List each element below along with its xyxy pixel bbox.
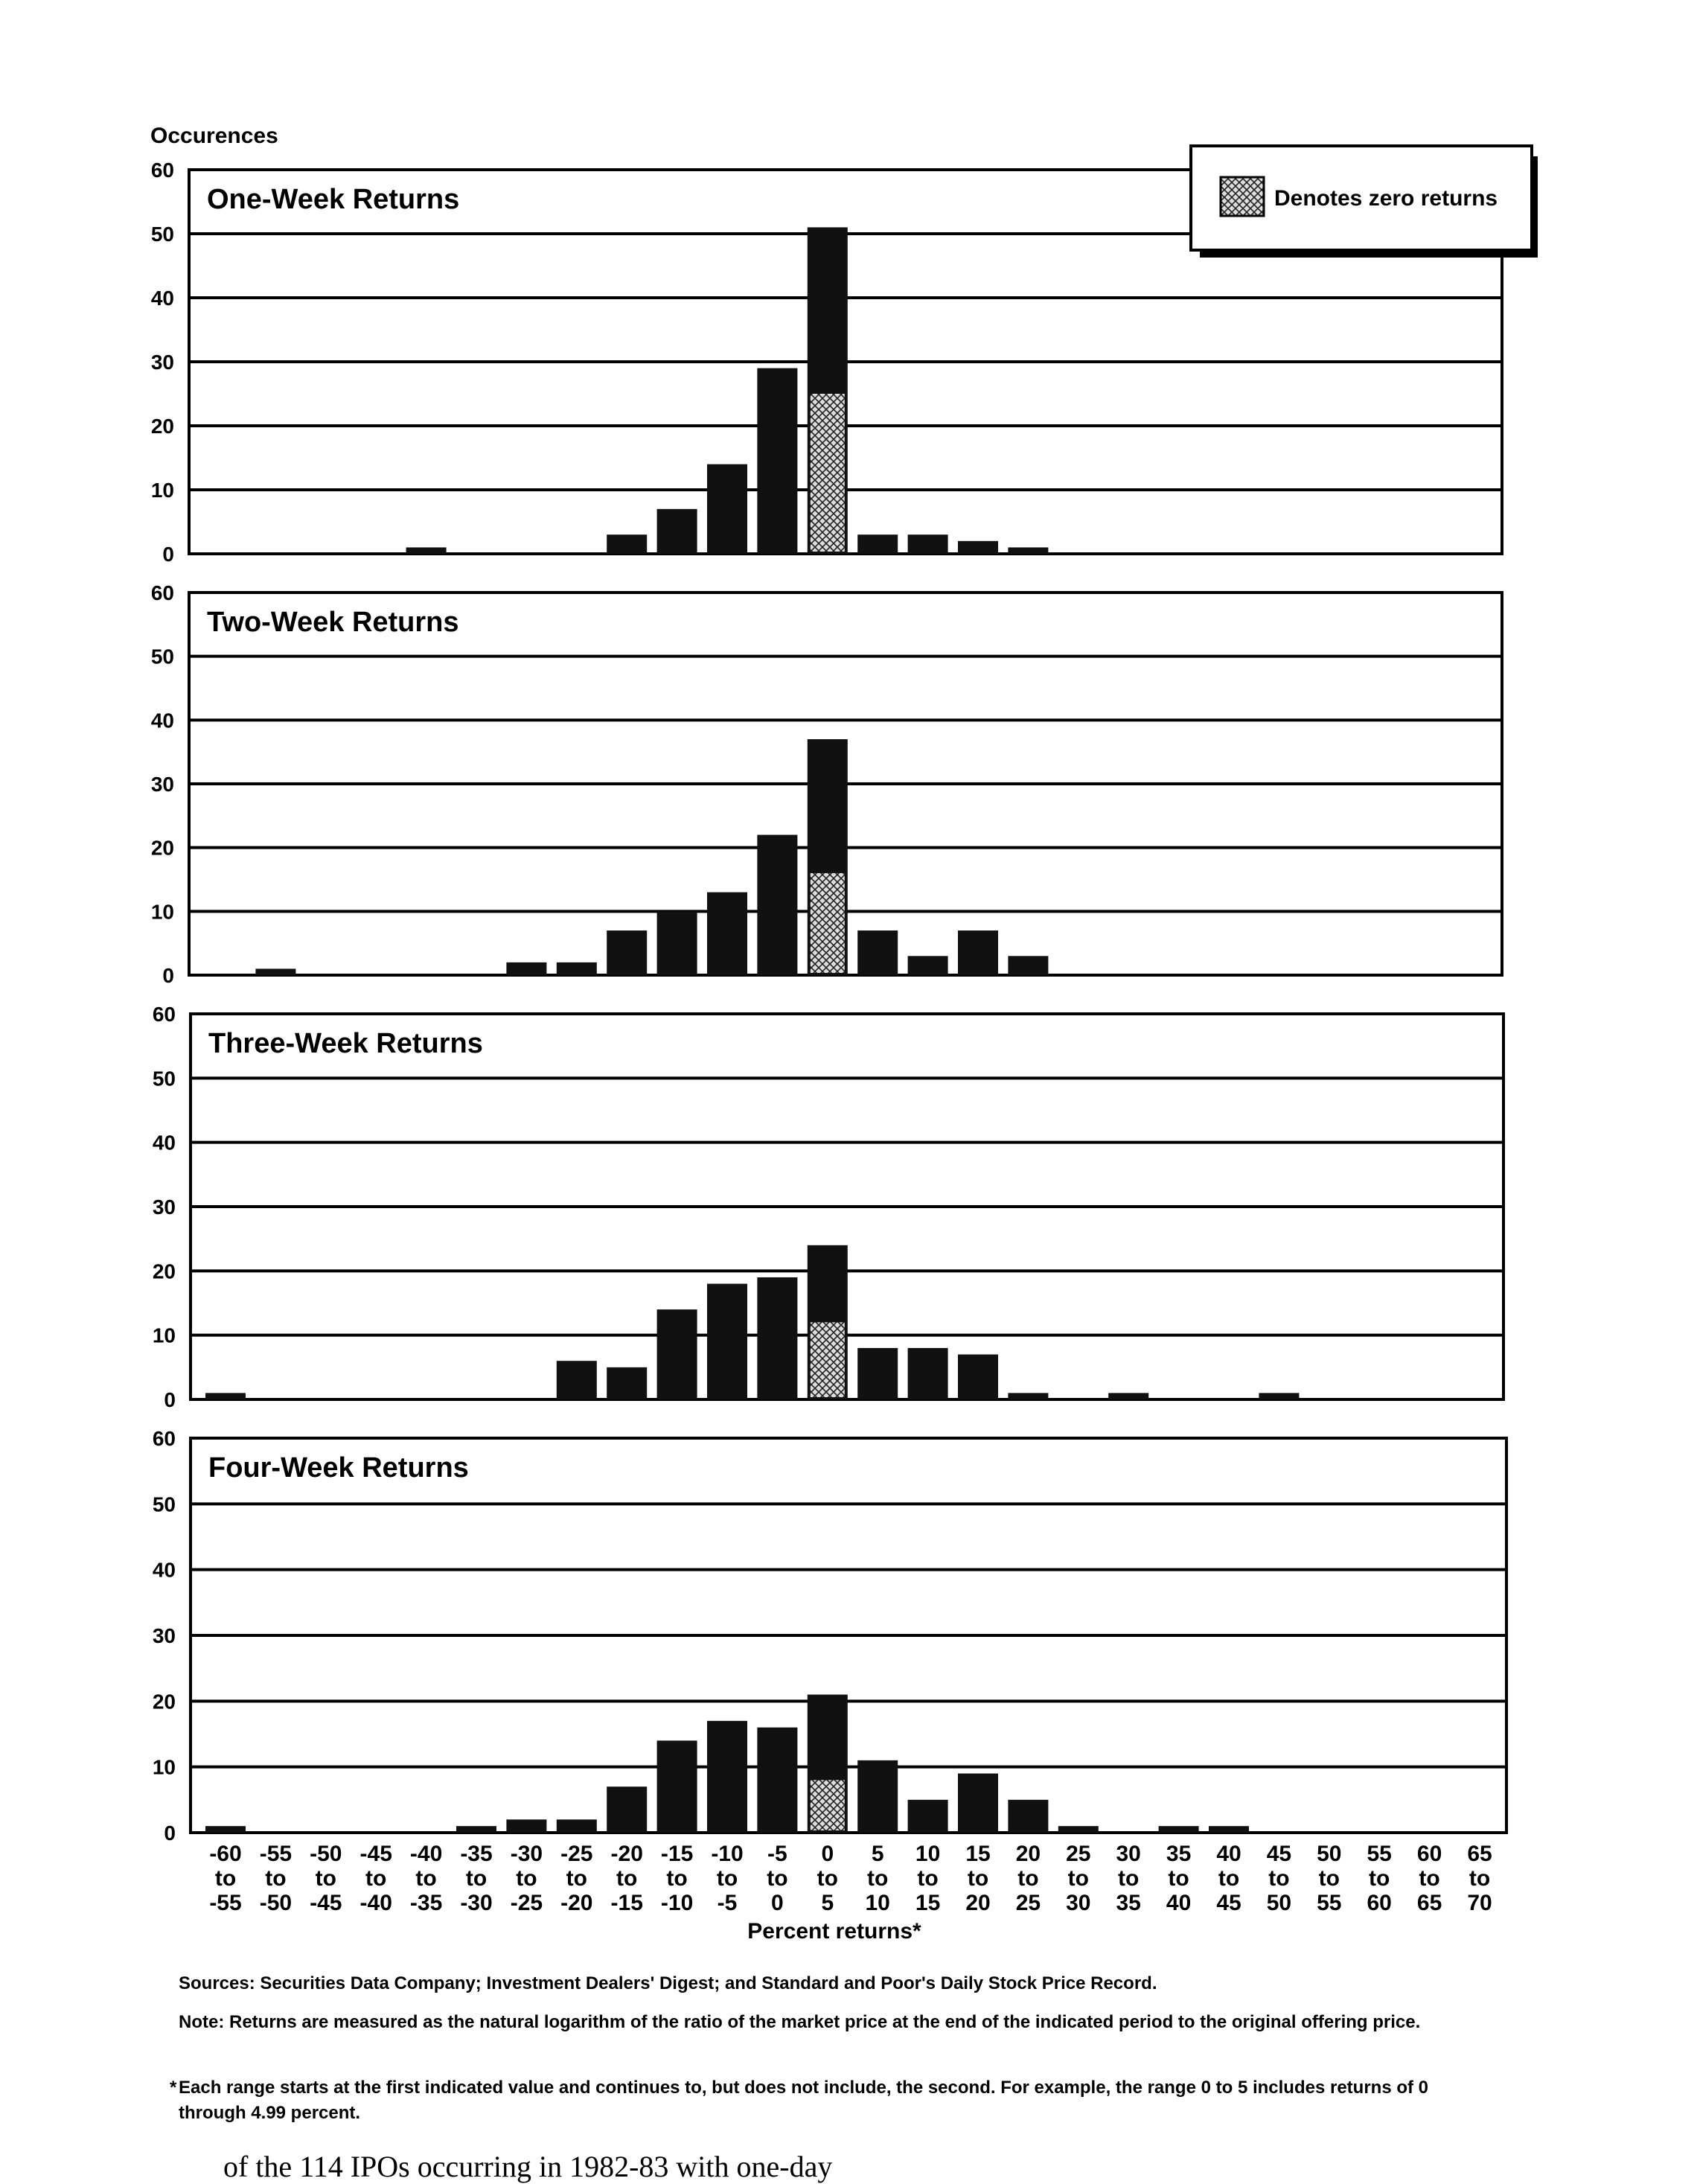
bar — [255, 968, 295, 975]
panel — [153, 1427, 1506, 1845]
footnote-marker: * — [170, 2078, 177, 2098]
bar — [205, 1393, 246, 1399]
bar — [607, 1367, 647, 1399]
zero-returns-segment — [811, 873, 845, 973]
x-tick-label: -55 — [259, 1842, 293, 1866]
x-tick-label: -40 — [409, 1842, 443, 1866]
bar — [857, 1348, 898, 1399]
bar — [908, 956, 948, 975]
x-axis-category-labels — [209, 1842, 1492, 1915]
y-tick-label: 40 — [150, 709, 174, 732]
x-tick-label: 50 — [1317, 1842, 1342, 1866]
y-tick-label: 20 — [150, 836, 174, 860]
x-tick-label: 10 — [915, 1842, 941, 1866]
zero-returns-segment — [811, 1780, 845, 1830]
bar — [1058, 1826, 1099, 1833]
x-tick-label: -40 — [359, 1891, 392, 1915]
x-tick-label: -20 — [610, 1842, 643, 1866]
x-axis-title: Percent returns* — [747, 1919, 921, 1944]
x-tick-label: 5 — [871, 1842, 884, 1866]
x-tick-label: to — [1168, 1866, 1189, 1891]
x-tick-label: 10 — [865, 1891, 890, 1915]
footnote-text: Each range starts at the first indicated value and continues to, but does not include, the second. For example, the range 0 to 5 includes returns of 0 through 4.99 percent. — [179, 2078, 1429, 2123]
bar — [908, 534, 948, 554]
bar — [707, 1284, 747, 1399]
x-tick-label: -25 — [560, 1842, 593, 1866]
sources-text: Sources: Securities Data Company; Investment Dealers' Digest; and Standard and Poor's Daily Stock Price Record. — [179, 1973, 1157, 1993]
x-tick-label: 45 — [1216, 1891, 1241, 1915]
x-tick-label: to — [1369, 1866, 1390, 1891]
x-tick-label: to — [1419, 1866, 1440, 1891]
x-tick-label: -15 — [610, 1891, 643, 1915]
bar — [1008, 956, 1048, 975]
x-tick-label: to — [666, 1866, 688, 1891]
x-tick-label: -10 — [660, 1891, 694, 1915]
bar — [707, 1721, 747, 1833]
bar — [707, 464, 747, 554]
bar — [857, 534, 898, 554]
x-tick-label: to — [415, 1866, 437, 1891]
x-tick-label: -20 — [560, 1891, 593, 1915]
x-tick-label: to — [616, 1866, 638, 1891]
bar — [657, 509, 697, 554]
y-tick-label: 30 — [152, 1195, 176, 1219]
x-tick-label: 60 — [1416, 1842, 1442, 1866]
x-tick-label: to — [214, 1866, 237, 1891]
x-tick-label: to — [566, 1866, 587, 1891]
bar — [908, 1348, 948, 1399]
bar — [1209, 1826, 1249, 1833]
bar — [506, 1819, 546, 1833]
x-tick-label: to — [1469, 1866, 1491, 1891]
x-tick-label: 25 — [1066, 1842, 1091, 1866]
x-tick-label: to — [516, 1866, 537, 1891]
x-tick-label: 55 — [1367, 1842, 1392, 1866]
bar — [607, 534, 647, 554]
bar — [456, 1826, 496, 1833]
bar — [1008, 547, 1048, 554]
x-tick-label: 60 — [1367, 1891, 1392, 1915]
x-tick-label: to — [1067, 1866, 1089, 1891]
x-tick-label: 5 — [821, 1891, 834, 1915]
x-tick-label: -5 — [767, 1842, 787, 1866]
bar — [557, 1361, 597, 1399]
y-tick-label: 50 — [150, 645, 174, 668]
x-tick-label: to — [716, 1866, 738, 1891]
bar — [1108, 1393, 1148, 1399]
panel-title: Four-Week Returns — [208, 1452, 469, 1484]
y-tick-label: 0 — [162, 964, 174, 987]
y-tick-label: 30 — [152, 1624, 176, 1647]
x-tick-label: 20 — [1015, 1842, 1041, 1866]
chart-panels — [151, 159, 1506, 1845]
y-tick-label: 10 — [150, 479, 174, 502]
x-tick-label: to — [767, 1866, 788, 1891]
bar — [1159, 1826, 1199, 1833]
x-tick-label: 55 — [1317, 1891, 1342, 1915]
panel — [151, 581, 1502, 987]
bar — [958, 930, 998, 975]
x-tick-label: 65 — [1416, 1891, 1442, 1915]
x-tick-label: 0 — [821, 1842, 834, 1866]
y-tick-label: 0 — [162, 543, 174, 566]
zero-returns-segment — [811, 1322, 845, 1397]
sources-note — [179, 1971, 1489, 1996]
x-tick-label: 40 — [1166, 1891, 1192, 1915]
y-tick-label: 10 — [152, 1755, 176, 1779]
x-tick-label: 20 — [965, 1891, 991, 1915]
x-tick-label: to — [967, 1866, 989, 1891]
x-tick-label: to — [1218, 1866, 1240, 1891]
y-tick-label: 50 — [150, 223, 174, 246]
x-tick-label: to — [1318, 1866, 1340, 1891]
method-note — [179, 2010, 1489, 2035]
x-tick-label: 45 — [1266, 1842, 1292, 1866]
y-tick-label: 20 — [150, 415, 174, 438]
bar — [406, 547, 447, 554]
y-tick-label: 60 — [152, 1003, 176, 1026]
y-tick-label: 60 — [150, 159, 174, 182]
x-tick-label: 40 — [1216, 1842, 1241, 1866]
bar — [657, 911, 697, 975]
x-tick-label: -30 — [510, 1842, 543, 1866]
bar — [757, 835, 797, 975]
y-tick-label: 40 — [152, 1558, 176, 1582]
bar — [1259, 1393, 1299, 1399]
x-tick-label: -15 — [660, 1842, 694, 1866]
bar — [607, 1787, 647, 1833]
running-body-text: of the 114 IPOs occurring in 1982-83 with one-day — [223, 2150, 833, 2183]
bar — [958, 541, 998, 554]
x-tick-label: 35 — [1116, 1891, 1141, 1915]
y-tick-label: 50 — [152, 1492, 176, 1516]
y-tick-label: 0 — [164, 1821, 176, 1845]
x-tick-label: to — [265, 1866, 287, 1891]
x-tick-label: -35 — [409, 1891, 443, 1915]
bar — [857, 930, 898, 975]
y-axis-title: Occurences — [150, 124, 278, 148]
bar — [958, 1774, 998, 1833]
x-tick-label: to — [1017, 1866, 1039, 1891]
x-tick-label: to — [867, 1866, 889, 1891]
x-tick-label: -55 — [209, 1891, 242, 1915]
x-tick-label: 35 — [1166, 1842, 1192, 1866]
y-tick-label: 0 — [164, 1388, 176, 1411]
x-tick-label: to — [365, 1866, 387, 1891]
x-tick-label: -25 — [510, 1891, 543, 1915]
y-tick-label: 60 — [152, 1427, 176, 1450]
x-tick-label: 30 — [1116, 1842, 1141, 1866]
bar — [657, 1309, 697, 1399]
x-tick-label: to — [465, 1866, 488, 1891]
x-tick-label: -45 — [359, 1842, 392, 1866]
bar — [607, 930, 647, 975]
bar — [757, 1728, 797, 1833]
legend — [1191, 146, 1538, 258]
x-tick-label: -60 — [209, 1842, 242, 1866]
x-tick-label: 15 — [965, 1842, 991, 1866]
x-tick-label: to — [816, 1866, 838, 1891]
bar — [1008, 1800, 1048, 1833]
y-tick-label: 30 — [150, 351, 174, 374]
x-tick-label: 65 — [1467, 1842, 1492, 1866]
range-footnote — [170, 2075, 1489, 2126]
x-tick-label: 15 — [915, 1891, 941, 1915]
bar — [707, 893, 747, 975]
x-tick-label: 25 — [1015, 1891, 1041, 1915]
panel-title: One-Week Returns — [207, 184, 460, 215]
y-tick-label: 60 — [150, 581, 174, 604]
x-tick-label: to — [1118, 1866, 1140, 1891]
x-tick-label: -10 — [711, 1842, 744, 1866]
bar — [657, 1740, 697, 1833]
bar — [557, 1819, 597, 1833]
x-tick-label: -35 — [460, 1842, 493, 1866]
legend-label: Denotes zero returns — [1274, 186, 1498, 211]
x-tick-label: 70 — [1467, 1891, 1492, 1915]
y-tick-label: 30 — [150, 773, 174, 796]
note-text: Note: Returns are measured as the natural logarithm of the ratio of the market price at the end of the indicated period to the original offering price. — [179, 2012, 1421, 2032]
bar — [205, 1826, 246, 1833]
bar — [1008, 1393, 1048, 1399]
panel-title: Two-Week Returns — [207, 607, 459, 638]
x-tick-label: -50 — [259, 1891, 293, 1915]
x-tick-label: 30 — [1066, 1891, 1091, 1915]
y-tick-label: 10 — [150, 900, 174, 924]
zero-returns-segment — [811, 394, 845, 552]
x-tick-label: 0 — [771, 1891, 784, 1915]
x-tick-label: to — [315, 1866, 336, 1891]
x-tick-label: -30 — [460, 1891, 493, 1915]
legend-swatch — [1221, 177, 1264, 216]
x-tick-label: -50 — [310, 1842, 342, 1866]
bar — [506, 962, 546, 975]
y-tick-label: 20 — [152, 1259, 176, 1283]
bar — [958, 1355, 998, 1399]
y-tick-label: 50 — [152, 1067, 176, 1091]
y-tick-label: 10 — [152, 1324, 176, 1347]
bar — [557, 962, 597, 975]
x-tick-label: to — [1268, 1866, 1290, 1891]
bar — [757, 1277, 797, 1399]
x-tick-label: -45 — [310, 1891, 342, 1915]
x-tick-label: 50 — [1266, 1891, 1292, 1915]
x-tick-label: -5 — [717, 1891, 738, 1915]
y-tick-label: 40 — [150, 287, 174, 310]
bar — [857, 1760, 898, 1833]
bar — [908, 1800, 948, 1833]
y-tick-label: 20 — [152, 1690, 176, 1714]
panel-title: Three-Week Returns — [208, 1028, 483, 1059]
x-tick-label: to — [917, 1866, 939, 1891]
y-tick-label: 40 — [152, 1131, 176, 1155]
panel — [153, 1003, 1503, 1411]
bar — [757, 368, 797, 554]
